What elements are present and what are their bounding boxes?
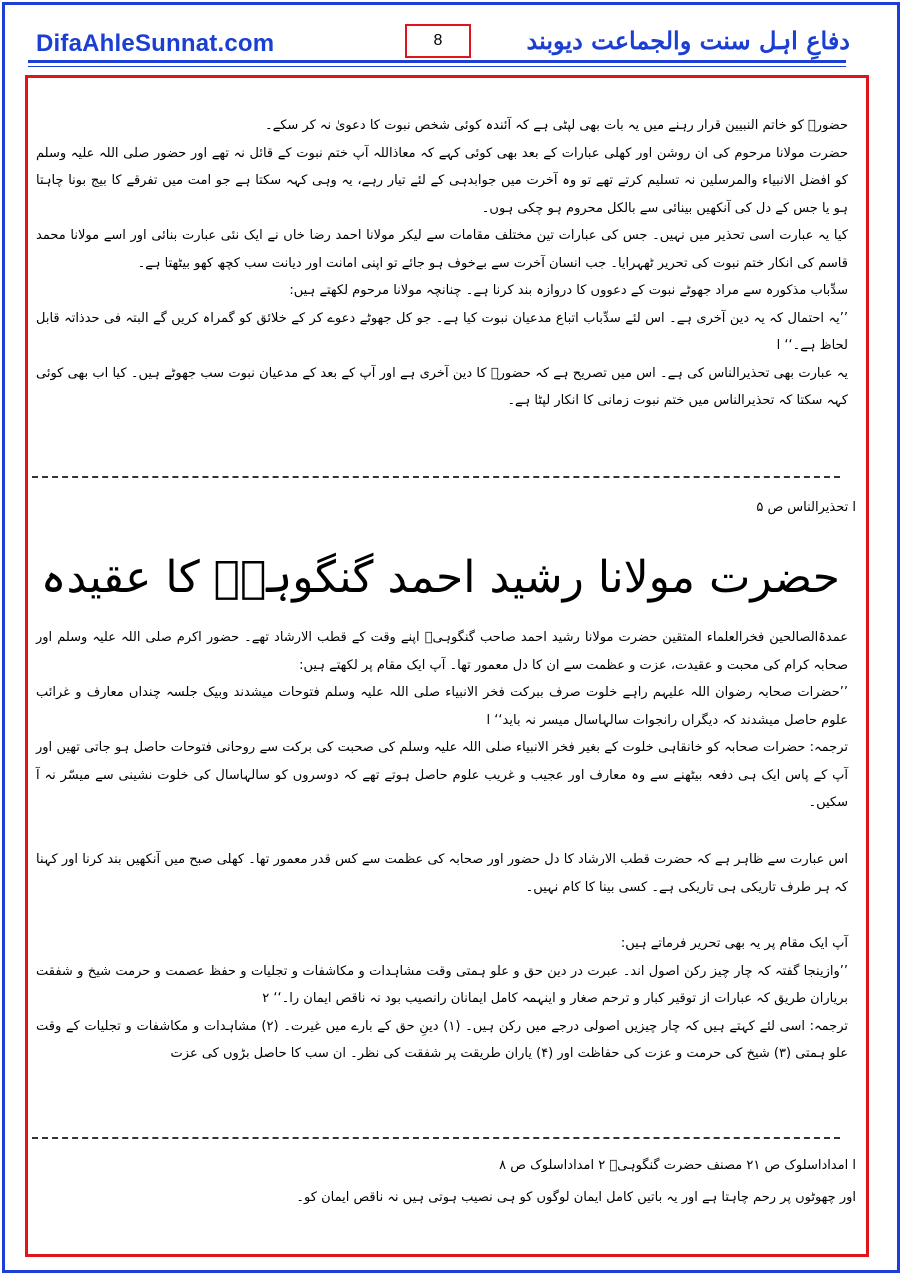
site-name[interactable]: DifaAhleSunnat.com bbox=[36, 30, 275, 57]
section-heading: حضرت مولانا رشید احمد گنگوہیؒ کا عقیدہ bbox=[40, 552, 840, 603]
footnote-separator bbox=[32, 476, 840, 478]
section-1 bbox=[36, 112, 848, 415]
paragraph: کیا یہ عبارت اسی تحذیر میں نہیں۔ جس کی عبارات تین مختلف مقامات سے لیکر مولانا احمد رضا خاں نے ایک نئی عبارت بنائی اور اسے مولانا محمد قاسم کی انکار ختم نبوت کی تحریر ٹھہرایا۔ جب انسان آخرت سے بےخوف ہو جائے تو اپنی امانت اور دیانت سب کچھ کھو بیٹھتا ہے۔ bbox=[36, 228, 848, 271]
footnote: ا امداداسلوک ص ۲۱ مصنف حضرت گنگوہیؒ ۲ امداداسلوک ص ۸ bbox=[499, 1158, 856, 1173]
closing-line: اور چھوٹوں پر رحم چاہتا ہے اور یہ باتیں کامل ایمان لوگوں کو ہی نصیب ہوتی ہیں نہ ناقص ایمان کو۔ bbox=[296, 1190, 856, 1205]
header-rule-thin bbox=[28, 66, 846, 67]
paragraph: آپ ایک مقام پر یہ بھی تحریر فرماتے ہیں: bbox=[620, 936, 848, 951]
translation: ترجمہ: حضرات صحابہ کو خانقاہی خلوت کے بغیر فخر الانبیاء صلی اللہ علیہ وسلم کی صحبت کی برکت سے روحانی فتوحات حاصل ہو جاتی تھیں اور آپ کے پاس ایک ہی دفعہ بیٹھنے سے وہ معارف اور عجیب و غریب علوم حاصل ہوتے تھے کہ دوسروں کو سالہاسال کی خلوت نشینی سے میسّر نہ آ سکیں۔ bbox=[36, 740, 848, 810]
paragraph: سدِّباب مذکورہ سے مراد جھوٹے نبوت کے دعووں کا دروازہ بند کرنا ہے۔ چنانچہ مولانا مرحوم لکھتے ہیں: bbox=[289, 283, 848, 298]
section-3 bbox=[36, 846, 848, 901]
section-4 bbox=[36, 930, 848, 1068]
footnote: ا تحذیرالناس ص ۵ bbox=[756, 500, 856, 515]
paragraph: عمدۃالصالحین فخرالعلماء المتقین حضرت مولانا رشید احمد صاحب گنگوہیؒ اپنے وقت کے قطب الارشاد تھے۔ حضور اکرم صلی اللہ علیہ وسلم اور صحابہ کرام کی محبت و عقیدت، عزت و عظمت سے ان کا دل معمور تھا۔ آپ ایک مقام پر لکھتے ہیں: bbox=[36, 630, 848, 673]
paragraph: حضرت مولانا مرحوم کی ان روشن اور کھلی عبارات کے بعد بھی کوئی کہے کہ معاذاللہ آپ ختم نبوت کے قائل نہ تھے اور حضور صلی اللہ علیہ وسلم کو افضل الانبیاء والمرسلین نہ تسلیم کرتے تھے تو وہ آخرت میں جوابدہی کے لئے تیار رہے، یہ وہی کہہ سکتا ہے جو امت میں تفرقے کا بیج بونا چاہتا ہو یا جس کے دل کی آنکھیں بینائی سے بالکل محروم ہو چکی ہوں۔ bbox=[36, 145, 848, 216]
section-2 bbox=[36, 624, 848, 817]
book-title: دفاعِ اہل سنت والجماعت دیوبند bbox=[526, 26, 850, 55]
header-rule-thick bbox=[28, 60, 846, 63]
paragraph: اس عبارت سے ظاہر ہے کہ حضرت قطب الارشاد کا دل حضور اور صحابہ کی عظمت سے کس قدر معمور تھا۔ کھلی صبح میں آنکھیں بند کرنا اور کہنا کہ ہر طرف تاریکی ہی تاریکی ہے۔ کسی بینا کا کام نہیں۔ bbox=[36, 852, 848, 895]
footnote-separator bbox=[32, 1137, 840, 1139]
paragraph: یہ عبارت بھی تحذیرالناس کی ہے۔ اس میں تصریح ہے کہ حضورؐ کا دین آخری ہے اور آپ کے بعد کے مدعیان نبوت سب جھوٹے ہیں۔ کیا اب بھی کوئی کہہ سکتا کہ تحذیرالناس میں ختم نبوت زمانی کا انکار لپٹا ہے۔ bbox=[36, 365, 848, 408]
quote: ’’حضرات صحابہ رضوان اللہ علیہم راہے خلوت صرف ببرکت فخر الانبیاء صلی اللہ علیہ وسلم فتوحات میشدند وبیک جلسہ چنداں معارف و غرائب علوم حاصل میشدند کہ دیگراں رانجوات سالہاسال میسر نہ باید‘‘ ا bbox=[36, 685, 848, 728]
page-number: 8 bbox=[405, 24, 471, 58]
quote: ’’یہ احتمال کہ یہ دین آخری ہے۔ اس لئے سدِّباب اتباع مدعیان نبوت کیا ہے۔ جو کل جھوٹے دعوے کر کے خلائق کو گمراہ کریں گے البتہ فی حدذاتہ قابل لحاظ ہے۔‘‘ ا bbox=[36, 310, 848, 353]
quote: ’’وازینجا گفتہ کہ چار چیز رکن اصول اند۔ عبرت در دین حق و علو ہمتی وقت مشاہدات و مکاشفات و تجلیات و حفظ عصمت و حرمت شیخ و شفقت بریاران طریق کہ عبارات از توقیر کبار و ترحم صغار و اینہمہ کامل ایمانان رانصیب بود نہ ناقص ایمان را۔‘‘ ۲ bbox=[36, 963, 848, 1006]
paragraph: حضورؐ کو خاتم النبیین قرار رہنے میں یہ بات بھی لپٹی ہے کہ آئندہ کوئی شخص نبوت کا دعویٰ نہ کر سکے۔ bbox=[264, 118, 848, 133]
translation: ترجمہ: اسی لئے کہتے ہیں کہ چار چیزیں اصولی درجے میں رکن ہیں۔ (۱) دینِ حق کے بارے میں غیرت۔ (۲) مشاہدات و مکاشفات و تجلیات کے وقت علو ہمتی (۳) شیخ کی حرمت و عزت کی حفاظت اور (۴) یاران طریقت پر شفقت کی نظر۔ ان سب کا حاصل بڑوں کی عزت bbox=[36, 1018, 848, 1061]
